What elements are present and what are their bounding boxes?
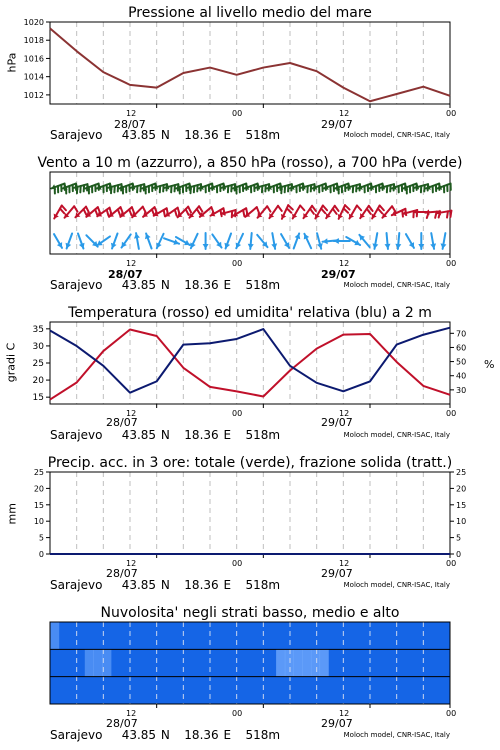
y-tick-label: 60 [456, 343, 467, 353]
location-lat: 43.85 N [121, 428, 170, 442]
cloud-cell [311, 649, 320, 676]
hour-tick-label: 12 [126, 259, 137, 268]
location-info [50, 278, 280, 292]
hour-tick-label: 12 [339, 559, 350, 568]
hour-tick-label: 12 [126, 109, 137, 118]
location-elev: 518m [245, 728, 281, 742]
location-info [50, 728, 280, 742]
location-lat: 43.85 N [121, 278, 170, 292]
y-tick-label: 0 [456, 550, 462, 559]
cloud-cell [50, 622, 59, 649]
wind-panel [0, 150, 500, 300]
model-credit: Moloch model, CNR-ISAC, Italy [343, 731, 450, 739]
clouds-panel [0, 600, 500, 750]
wind-barb [447, 211, 448, 217]
y-tick-label: 30 [456, 385, 467, 395]
date-label: 28/07 [106, 717, 138, 730]
y-tick-label: 25 [32, 359, 44, 369]
temperature-title: Temperatura (rosso) ed umidita' relativa (blu) a 2 m [68, 305, 432, 321]
pressure-title: Pressione al livello medio del mare [128, 5, 372, 21]
hour-tick-label: 12 [339, 409, 350, 418]
humidity-ylabel: % [484, 358, 495, 371]
hour-tick-label: 00 [446, 559, 457, 568]
location-lon: 18.36 E [184, 728, 232, 742]
location-lon: 18.36 E [184, 278, 232, 292]
wind-title: Vento a 10 m (azzurro), a 850 hPa (rosso), a 700 hPa (verde) [37, 155, 463, 171]
location-lat: 43.85 N [121, 578, 170, 592]
hour-tick-label: 00 [232, 709, 243, 718]
y-tick-label: 70 [456, 329, 467, 339]
cloud-cell [93, 649, 102, 676]
y-tick-label: 25 [456, 468, 467, 477]
y-tick-label: 40 [456, 371, 467, 381]
cloud-cell [320, 649, 329, 676]
hour-tick-label: 12 [339, 109, 350, 118]
y-tick-label: 20 [32, 376, 44, 387]
model-credit: Moloch model, CNR-ISAC, Italy [343, 431, 450, 439]
y-tick-label: 1020 [23, 18, 44, 27]
location-elev: 518m [245, 578, 281, 592]
precip-title: Precip. acc. in 3 ore: totale (verde), frazione solida (tratt.) [47, 455, 453, 471]
location-elev: 518m [245, 278, 281, 292]
y-tick-label: 5 [38, 533, 44, 543]
y-tick-label: 5 [456, 533, 462, 543]
y-tick-label: 50 [456, 357, 467, 367]
location-lon: 18.36 E [184, 428, 232, 442]
date-label: 29/07 [321, 118, 353, 131]
location-lat: 43.85 N [121, 128, 170, 142]
y-tick-label: 20 [456, 484, 467, 494]
cloud-cell [302, 649, 311, 676]
cloud-cell [276, 649, 285, 676]
pressure-panel [0, 0, 500, 150]
y-tick-label: 1018 [23, 36, 44, 46]
model-credit: Moloch model, CNR-ISAC, Italy [343, 281, 450, 289]
hour-tick-label: 00 [446, 709, 457, 718]
plot-area [50, 22, 450, 104]
wind-barb [450, 211, 451, 217]
location-name: Sarajevo [50, 728, 103, 742]
date-label: 29/07 [321, 268, 356, 281]
date-label: 28/07 [106, 416, 138, 429]
y-tick-label: 1014 [23, 72, 44, 82]
y-tick-label: 15 [32, 393, 44, 404]
y-tick-label: 25 [33, 468, 44, 477]
y-tick-label: 0 [38, 550, 44, 559]
hour-tick-label: 00 [232, 109, 243, 118]
location-name: Sarajevo [50, 278, 103, 292]
y-tick-label: 30 [32, 341, 44, 352]
wind-barb [243, 210, 244, 216]
date-label: 28/07 [114, 118, 146, 131]
hour-tick-label: 12 [339, 709, 350, 718]
hour-tick-label: 00 [446, 409, 457, 418]
y-tick-label: 35 [32, 324, 44, 335]
model-credit: Moloch model, CNR-ISAC, Italy [343, 581, 450, 589]
location-name: Sarajevo [50, 128, 103, 142]
hour-tick-label: 12 [126, 559, 137, 568]
hour-tick-label: 00 [232, 409, 243, 418]
date-label: 28/07 [106, 567, 138, 580]
pressure-ylabel: hPa [5, 52, 19, 73]
hour-tick-label: 00 [446, 109, 457, 118]
precip-panel [0, 450, 500, 600]
hour-tick-label: 00 [446, 259, 457, 268]
location-lat: 43.85 N [121, 728, 170, 742]
cloud-cell [85, 649, 94, 676]
hour-tick-label: 12 [339, 259, 350, 268]
y-tick-label: 10 [456, 517, 467, 527]
y-tick-label: 15 [33, 500, 44, 510]
location-lon: 18.36 E [184, 128, 232, 142]
location-name: Sarajevo [50, 578, 103, 592]
hour-tick-label: 12 [126, 709, 137, 718]
hour-tick-label: 00 [232, 259, 243, 268]
plot-area [50, 472, 450, 554]
date-label: 29/07 [321, 416, 353, 429]
y-tick-label: 1016 [23, 54, 44, 64]
location-lon: 18.36 E [184, 578, 232, 592]
temperature-ylabel: gradi C [4, 342, 18, 383]
wind-barb [164, 210, 165, 216]
date-label: 28/07 [108, 268, 143, 281]
y-tick-label: 20 [33, 484, 44, 494]
location-info [50, 128, 280, 142]
location-info [50, 578, 280, 592]
hour-tick-label: 12 [126, 409, 137, 418]
clouds-title: Nuvolosita' negli strati basso, medio e alto [100, 605, 400, 621]
cloud-cell [285, 649, 294, 676]
location-name: Sarajevo [50, 428, 103, 442]
y-tick-label: 10 [33, 517, 44, 527]
location-elev: 518m [245, 128, 281, 142]
precip-ylabel: mm [5, 503, 19, 525]
location-elev: 518m [245, 428, 281, 442]
date-label: 29/07 [321, 567, 353, 580]
cloud-cell [293, 649, 302, 676]
temperature-panel [0, 300, 500, 450]
date-label: 29/07 [321, 717, 353, 730]
y-tick-label: 15 [456, 500, 467, 510]
location-info [50, 428, 280, 442]
y-tick-label: 1012 [23, 90, 44, 100]
model-credit: Moloch model, CNR-ISAC, Italy [343, 131, 450, 139]
hour-tick-label: 00 [232, 559, 243, 568]
